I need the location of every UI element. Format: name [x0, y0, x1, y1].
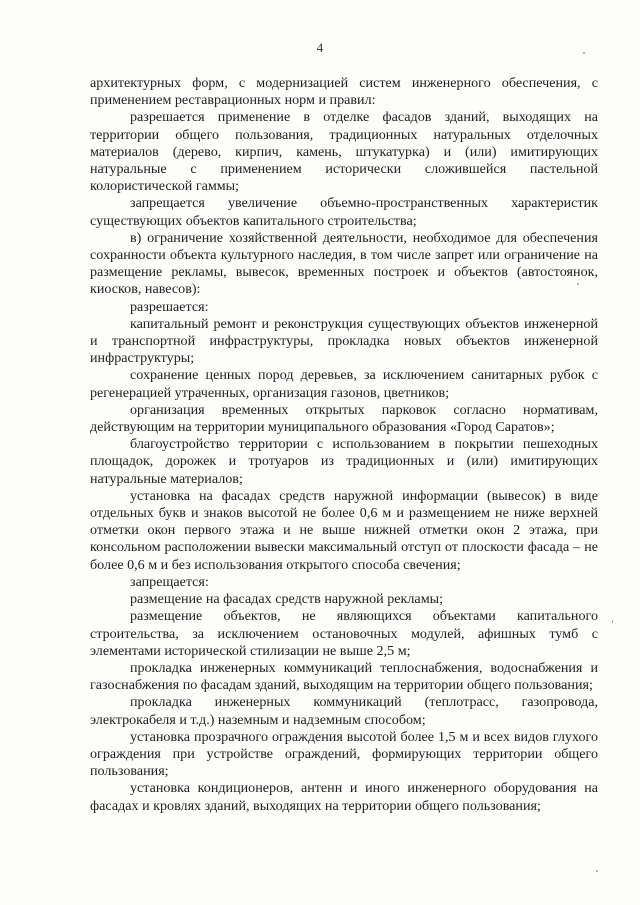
paragraph-overground-utilities: прокладка инженерных коммуникаций (теплотрасс, газопровода, электрокабеля и т.д.) наземным и надземным способом; — [90, 694, 598, 728]
paragraph-continuation: архитектурных форм, с модернизацией систем инженерного обеспечения, с применением реставрационных норм и правил: — [90, 75, 598, 109]
scan-speck — [583, 52, 585, 54]
document-body — [90, 75, 598, 815]
paragraph-utility-lines-facades: прокладка инженерных коммуникаций теплоснабжения, водоснабжения и газоснабжения по фасадам зданий, выходящим на территории общего пользования; — [90, 659, 598, 694]
paragraph-prohibited-heading: запрещается: — [130, 573, 209, 590]
paragraph-air-conditioners: установка кондиционеров, антенн и иного инженерного оборудования на фасадах и кровлях зданий, выходящих на территории общего пользования; — [90, 780, 598, 814]
scan-speck — [596, 870, 598, 872]
paragraph-allowed-heading: разрешается: — [130, 298, 209, 315]
scan-speck — [612, 620, 613, 623]
paragraph-landscaping: благоустройство территории с использованием в покрытии пешеходных площадок, дорожек и тротуаров из традиционных и (или) имитирующих натуральные материалов; — [90, 436, 598, 487]
paragraph-tree-preservation: сохранение ценных пород деревьев, за исключением санитарных рубок с регенерацией утраченных, организация газонов, цветников; — [90, 367, 598, 401]
paragraph-signage: установка на фасадах средств наружной информации (вывесок) в виде отдельных букв и знаков высотой не более 0,6 м и размещением не ниже верхней отметки окон первого этажа и не выше нижней отметки окон 2 этажа, при консольном расположении вывески максимальный отступ от плоскости фасада – не более 0,6 м и без использования открытого способа свечения; — [90, 487, 598, 573]
paragraph-parking: организация временных открытых парковок согласно нормативам, действующим на территории муниципального образования «Город Саратов»; — [90, 401, 598, 436]
paragraph-volume-prohibition: запрещается увеличение объемно-пространственных характеристик существующих объектов капитального строительства; — [90, 195, 598, 229]
paragraph-infrastructure-repair: капитальный ремонт и реконструкция существующих объектов инженерной и транспортной инфраструктуры, прокладка новых объектов инженерной инфраструктуры; — [90, 315, 598, 367]
paragraph-temporary-objects: размещение объектов, не являющихся объектами капитального строительства, за исключением остановочных модулей, афишных тумб с элементами исторической стилизации не выше 2,5 м; — [90, 608, 598, 659]
paragraph-outdoor-advertising: размещение на фасадах средств наружной рекламы; — [130, 591, 443, 608]
paragraph-fencing: установка прозрачного ограждения высотой более 1,5 м и всех видов глухого ограждения при устройстве ограждений, формирующих территории общего пользования; — [90, 728, 598, 780]
paragraph-facade-materials: разрешается применение в отделке фасадов зданий, выходящих на территории общего пользования, традиционных натуральных отделочных материалов (дерево, кирпич, камень, штукатурка) и (или) имитирующих натуральные с применением исторически сложившейся пастельной колористической гаммы; — [90, 109, 598, 195]
page-number: 4 — [316, 40, 324, 55]
paragraph-activity-restriction: в) ограничение хозяйственной деятельности, необходимое для обеспечения сохранности объекта культурного наследия, в том числе запрет или ограничение на размещение рекламы, вывесок, временных построек и объектов (автостоянок, киосков, навесов): — [90, 229, 598, 298]
scan-speck — [577, 283, 579, 285]
